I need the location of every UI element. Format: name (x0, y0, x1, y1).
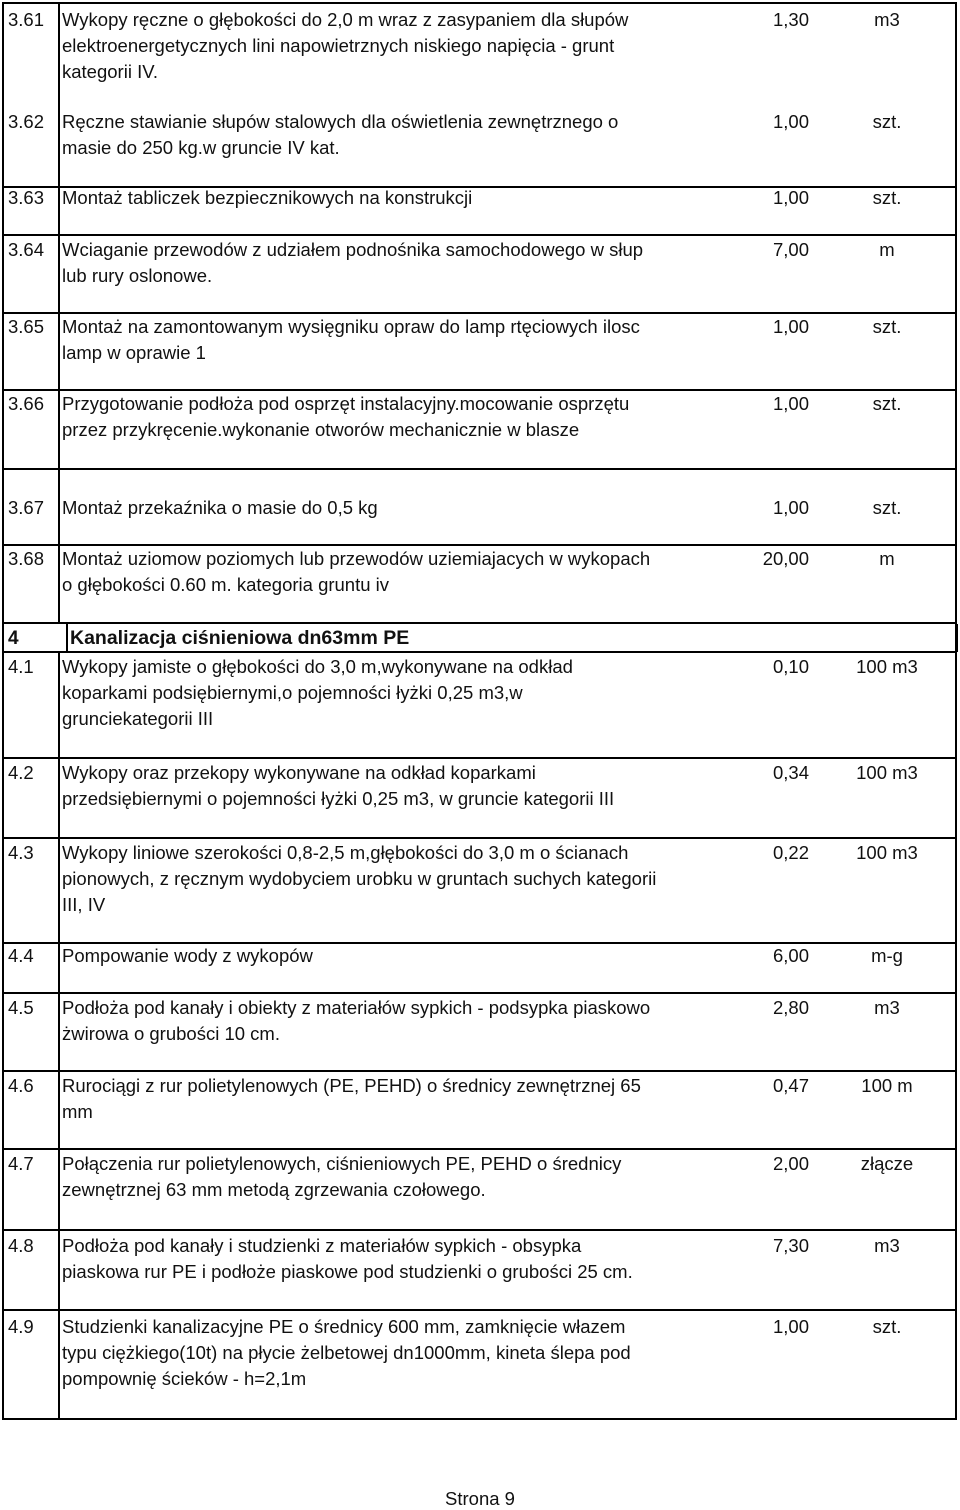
item-description: Studzienki kanalizacyjne PE o średnicy 600 mm, zamknięcie włazem (62, 1316, 626, 1337)
page-footer: Strona 9 (445, 1488, 515, 1509)
item-quantity: 6,00 (772, 945, 809, 966)
item-quantity: 7,00 (772, 239, 809, 260)
item-number: 4.4 (8, 945, 34, 966)
item-description: Montaż uziomow poziomych lub przewodów uziemiajacych w wykopach (62, 548, 651, 569)
item-description: pionowych, z ręcznym wydobyciem urobku w gruntach suchych kategorii (62, 868, 657, 889)
item-number: 4.3 (8, 842, 34, 863)
item-description: Podłoża pod kanały i obiekty z materiałów sypkich - podsypka piaskowo (62, 997, 651, 1018)
item-unit: m3 (874, 1235, 900, 1256)
item-quantity: 0,22 (772, 842, 809, 863)
item-quantity: 1,00 (772, 393, 809, 414)
cost-estimate-table (2, 2, 956, 1420)
item-description: zewnętrznej 63 mm metodą zgrzewania czołowego. (62, 1179, 486, 1200)
item-description: Montaż na zamontowanym wysięgniku opraw do lamp rtęciowych ilosc (62, 316, 640, 337)
item-quantity: 1,00 (772, 316, 809, 337)
item-unit: m3 (874, 9, 900, 30)
item-quantity: 2,00 (772, 1153, 809, 1174)
item-unit: m (879, 548, 895, 569)
item-number: 4.7 (8, 1153, 34, 1174)
item-description: Wykopy jamiste o głębokości do 3,0 m,wykonywane na odkład (62, 656, 573, 677)
item-quantity: 1,00 (772, 111, 809, 132)
item-unit: 100 m3 (856, 842, 918, 863)
item-unit: szt. (872, 316, 902, 337)
item-number: 3.62 (8, 111, 45, 132)
item-description: Wykopy ręczne o głębokości do 2,0 m wraz z zasypaniem dla słupów (62, 9, 629, 30)
item-unit: szt. (872, 497, 902, 518)
item-quantity: 0,34 (772, 762, 809, 783)
item-number: 4.2 (8, 762, 34, 783)
item-description: Wykopy oraz przekopy wykonywane na odkład koparkami (62, 762, 536, 783)
item-description: przedsiębiernymi o pojemności łyżki 0,25 m3, w gruncie kategorii III (62, 788, 615, 809)
item-number: 4.6 (8, 1075, 34, 1096)
item-number: 4.5 (8, 997, 34, 1018)
item-description: Montaż przekaźnika o masie do 0,5 kg (62, 497, 378, 518)
item-number: 3.65 (8, 316, 45, 337)
item-unit: 100 m3 (856, 656, 918, 677)
item-quantity: 20,00 (762, 548, 809, 569)
item-unit: 100 m3 (856, 762, 918, 783)
item-description: przez przykręcenie.wykonanie otworów mechanicznie w blasze (62, 419, 580, 440)
item-unit: szt. (872, 187, 902, 208)
item-unit: m (879, 239, 895, 260)
item-quantity: 1,00 (772, 1316, 809, 1337)
item-description: Ręczne stawianie słupów stalowych dla oświetlenia zewnętrznego o (62, 111, 619, 132)
item-description: Wciaganie przewodów z udziałem podnośnika samochodowego w słup (62, 239, 644, 260)
item-unit: szt. (872, 393, 902, 414)
item-description: mm (62, 1101, 93, 1122)
item-description: żwirowa o grubości 10 cm. (62, 1023, 280, 1044)
item-unit: m-g (871, 945, 903, 966)
item-number: 4.8 (8, 1235, 34, 1256)
item-quantity: 1,00 (772, 497, 809, 518)
item-unit: szt. (872, 1316, 902, 1337)
item-description: III, IV (62, 894, 106, 915)
item-number: 3.61 (8, 9, 45, 30)
section-title: Kanalizacja ciśnieniowa dn63mm PE (70, 627, 410, 649)
item-quantity: 1,00 (772, 187, 809, 208)
item-number: 3.67 (8, 497, 45, 518)
item-description: o głębokości 0.60 m. kategoria gruntu iv (62, 574, 390, 595)
item-number: 4.9 (8, 1316, 34, 1337)
item-description: piaskowa rur PE i podłoże piaskowe pod studzienki o grubości 25 cm. (62, 1261, 633, 1282)
item-description: typu ciężkiego(10t) na płycie żelbetowej dn1000mm, kineta ślepa pod (62, 1342, 631, 1363)
item-description: pompownię ścieków - h=2,1m (62, 1368, 307, 1389)
item-quantity: 0,47 (772, 1075, 809, 1096)
item-description: Pompowanie wody z wykopów (62, 945, 313, 966)
item-quantity: 1,30 (772, 9, 809, 30)
item-description: lub rury oslonowe. (62, 265, 213, 286)
item-unit: m3 (874, 997, 900, 1018)
item-description: koparkami podsiębiernymi,o pojemności łyżki 0,25 m3,w (62, 682, 523, 703)
item-number: 3.64 (8, 239, 45, 260)
item-description: elektroenergetycznych lini napowietrznych niskiego napięcia - grunt (62, 35, 615, 56)
item-description: lamp w oprawie 1 (62, 342, 206, 363)
item-description: grunciekategorii III (62, 708, 214, 729)
item-unit: 100 m (861, 1075, 913, 1096)
item-description: kategorii IV. (62, 61, 158, 82)
item-quantity: 2,80 (772, 997, 809, 1018)
section-number: 4 (8, 628, 19, 649)
item-description: Przygotowanie podłoża pod osprzęt instalacyjny.mocowanie osprzętu (62, 393, 630, 414)
item-description: masie do 250 kg.w gruncie IV kat. (62, 137, 340, 158)
item-number: 3.63 (8, 187, 45, 208)
section-header (2, 624, 956, 652)
item-description: Rurociągi z rur polietylenowych (PE, PEHD) o średnicy zewnętrznej 65 (62, 1075, 641, 1096)
item-description: Połączenia rur polietylenowych, ciśnieniowych PE, PEHD o średnicy (62, 1153, 622, 1174)
item-unit: złącze (860, 1153, 914, 1174)
item-number: 3.68 (8, 548, 45, 569)
item-number: 4.1 (8, 656, 34, 677)
item-unit: szt. (872, 111, 902, 132)
item-quantity: 7,30 (772, 1235, 809, 1256)
item-description: Podłoża pod kanały i studzienki z materiałów sypkich - obsypka (62, 1235, 582, 1256)
item-description: Wykopy liniowe szerokości 0,8-2,5 m,głębokości do 3,0 m o ścianach (62, 842, 629, 863)
item-number: 3.66 (8, 393, 45, 414)
item-description: Montaż tabliczek bezpiecznikowych na konstrukcji (62, 187, 473, 208)
item-quantity: 0,10 (772, 656, 809, 677)
